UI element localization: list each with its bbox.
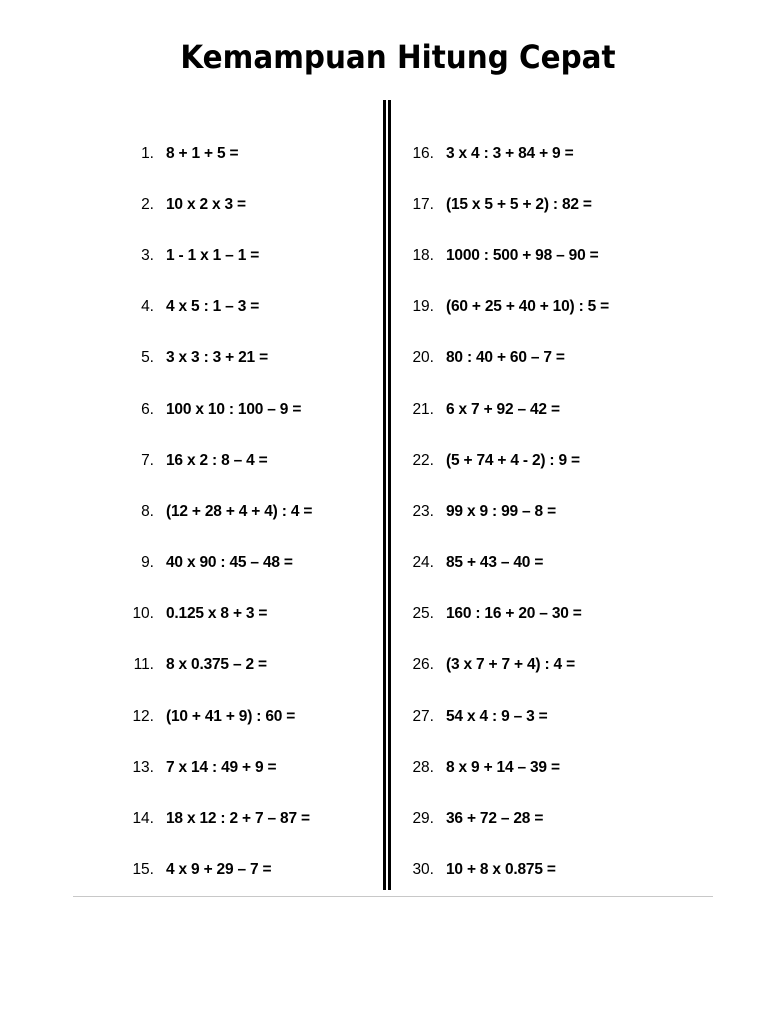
problem-expression: 8 x 9 + 14 – 39 = <box>446 758 560 776</box>
problem-expression: 85 + 43 – 40 = <box>446 554 544 572</box>
problem-expression: (10 + 41 + 9) : 60 = <box>166 707 296 725</box>
problem-item <box>120 845 370 896</box>
problem-item <box>400 845 700 896</box>
problem-expression: 80 : 40 + 60 – 7 = <box>446 349 565 367</box>
problem-expression: 4 x 5 : 1 – 3 = <box>166 298 260 316</box>
problem-number: 3. <box>141 246 154 264</box>
problem-expression: 0.125 x 8 + 3 = <box>166 605 268 623</box>
problem-expression: 160 : 16 + 20 – 30 = <box>446 605 582 623</box>
problem-item <box>120 538 370 589</box>
problem-number: 17. <box>412 195 434 213</box>
problem-item <box>120 640 370 691</box>
problem-expression: 100 x 10 : 100 – 9 = <box>166 400 302 418</box>
problem-expression: 3 x 3 : 3 + 21 = <box>166 349 268 367</box>
problem-list-right <box>400 128 700 896</box>
problem-expression: (15 x 5 + 5 + 2) : 82 = <box>446 195 592 213</box>
problem-item <box>120 128 370 179</box>
problem-item <box>400 640 700 691</box>
problem-list-left <box>120 128 370 896</box>
problem-item <box>400 486 700 537</box>
column-divider <box>383 100 386 890</box>
problem-number: 1. <box>141 144 154 162</box>
problem-number: 27. <box>412 707 434 725</box>
problem-number: 4. <box>141 298 154 316</box>
problem-item <box>120 742 370 793</box>
problem-expression: 1000 : 500 + 98 – 90 = <box>446 246 599 264</box>
problem-item <box>400 282 700 333</box>
problem-expression: 36 + 72 – 28 = <box>446 810 544 828</box>
problem-expression: 7 x 14 : 49 + 9 = <box>166 758 277 776</box>
problem-item <box>400 128 700 179</box>
problem-number: 20. <box>412 349 434 367</box>
problem-item <box>120 691 370 742</box>
problem-number: 22. <box>412 451 434 469</box>
problem-expression: 3 x 4 : 3 + 84 + 9 = <box>446 144 574 162</box>
problem-item <box>120 179 370 230</box>
problem-number: 7. <box>141 451 154 469</box>
problem-number: 9. <box>141 554 154 572</box>
problem-number: 14. <box>132 810 154 828</box>
problem-item <box>120 486 370 537</box>
problem-number: 2. <box>141 195 154 213</box>
bottom-rule <box>73 896 713 897</box>
problem-item <box>400 435 700 486</box>
problem-number: 18. <box>412 246 434 264</box>
problem-number: 28. <box>412 758 434 776</box>
problem-number: 6. <box>141 400 154 418</box>
problem-item <box>120 333 370 384</box>
problem-item <box>400 333 700 384</box>
problem-item <box>120 589 370 640</box>
problem-item <box>400 589 700 640</box>
problem-expression: 8 x 0.375 – 2 = <box>166 656 267 674</box>
problem-item <box>400 793 700 844</box>
problem-number: 13. <box>132 758 154 776</box>
problem-number: 16. <box>412 144 434 162</box>
problem-number: 24. <box>412 554 434 572</box>
problem-item <box>120 793 370 844</box>
problem-item <box>400 384 700 435</box>
problem-expression: 10 + 8 x 0.875 = <box>446 861 556 879</box>
problem-number: 19. <box>412 298 434 316</box>
problem-number: 11. <box>133 656 154 674</box>
problem-number: 8. <box>141 502 154 520</box>
problem-expression: 1 - 1 x 1 – 1 = <box>166 246 260 264</box>
problem-expression: 10 x 2 x 3 = <box>166 195 246 213</box>
problem-expression: 6 x 7 + 92 – 42 = <box>446 400 560 418</box>
problem-expression: 99 x 9 : 99 – 8 = <box>446 502 556 520</box>
problem-expression: 18 x 12 : 2 + 7 – 87 = <box>166 810 310 828</box>
problem-expression: (5 + 74 + 4 - 2) : 9 = <box>446 451 580 469</box>
problem-item <box>120 282 370 333</box>
problem-item <box>400 691 700 742</box>
problem-number: 25. <box>412 605 434 623</box>
problem-expression: (12 + 28 + 4 + 4) : 4 = <box>166 502 313 520</box>
problem-item <box>400 538 700 589</box>
problem-expression: (3 x 7 + 7 + 4) : 4 = <box>446 656 575 674</box>
problem-expression: (60 + 25 + 40 + 10) : 5 = <box>446 298 610 316</box>
problem-expression: 54 x 4 : 9 – 3 = <box>446 707 548 725</box>
problem-number: 29. <box>412 810 434 828</box>
problem-number: 15. <box>132 861 154 879</box>
problem-expression: 8 + 1 + 5 = <box>166 144 239 162</box>
problem-number: 30. <box>412 861 434 879</box>
problem-item <box>400 742 700 793</box>
problem-item <box>400 230 700 281</box>
problem-expression: 16 x 2 : 8 – 4 = <box>166 451 268 469</box>
problem-number: 21. <box>412 400 434 418</box>
problem-number: 26. <box>412 656 434 674</box>
problem-item <box>400 179 700 230</box>
problem-expression: 4 x 9 + 29 – 7 = <box>166 861 272 879</box>
problem-number: 10. <box>132 605 154 623</box>
page-title: Kemampuan Hitung Cepat <box>180 38 616 76</box>
problem-expression: 40 x 90 : 45 – 48 = <box>166 554 293 572</box>
problem-number: 12. <box>132 707 154 725</box>
problem-item <box>120 230 370 281</box>
problem-item <box>120 435 370 486</box>
problem-item <box>120 384 370 435</box>
problem-number: 23. <box>412 502 434 520</box>
problem-number: 5. <box>141 349 154 367</box>
